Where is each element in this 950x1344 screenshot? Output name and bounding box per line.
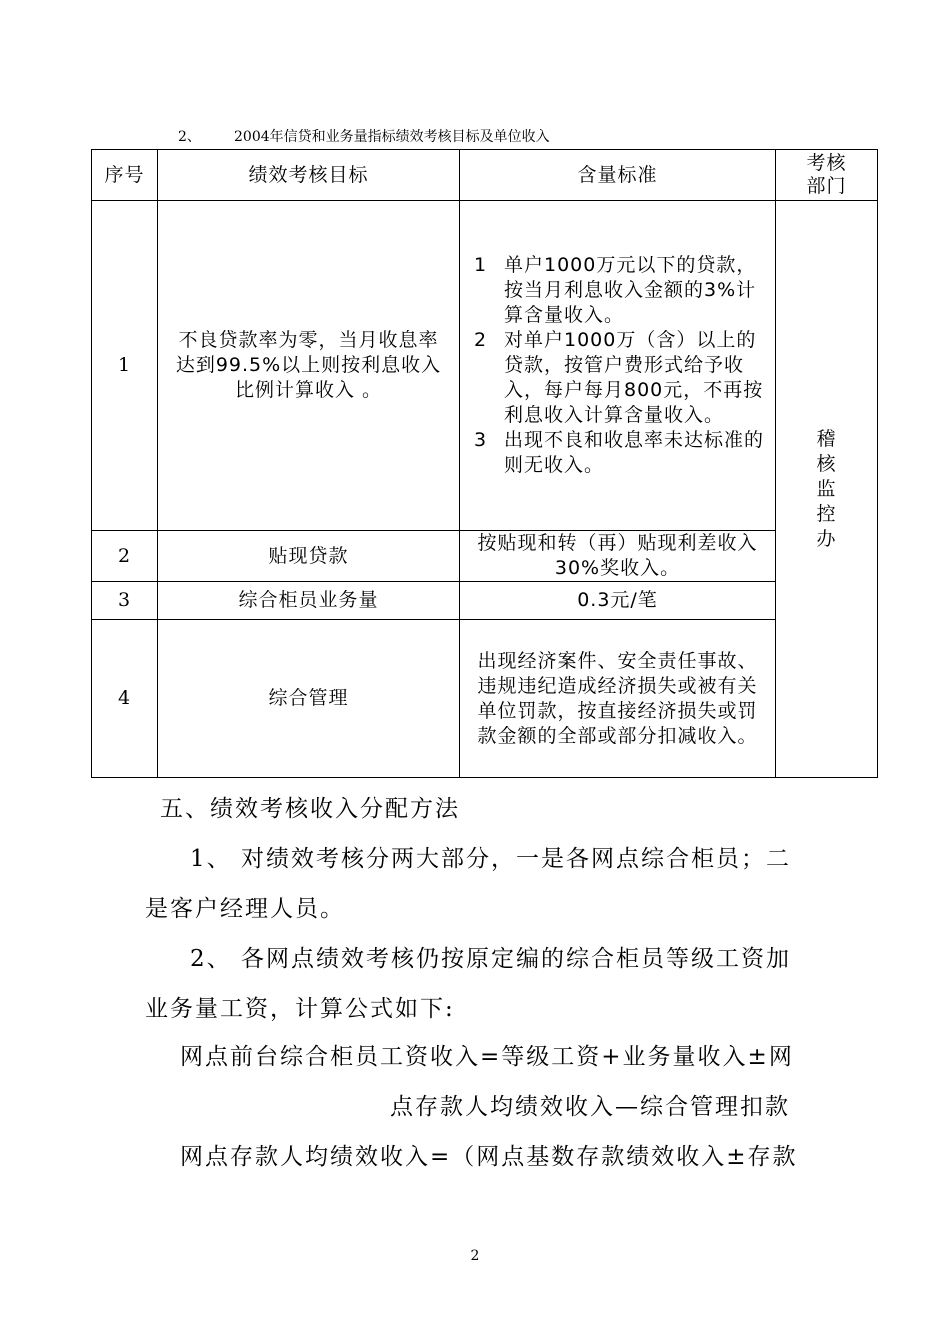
row-seq: 2 [92, 531, 158, 582]
table-row [92, 201, 878, 531]
header-dept-line2: 部门 [806, 175, 847, 197]
formula-1-line-2: 点存款人均绩效收入—综合管理扣款 [390, 1094, 790, 1120]
row-seq: 3 [92, 582, 158, 620]
dept-char: 稽 [816, 427, 837, 450]
dept-vertical-text [782, 427, 871, 552]
header-seq: 序号 [92, 150, 158, 201]
dept-char: 监 [816, 477, 837, 500]
row-standard [460, 201, 776, 531]
standard-item [470, 253, 765, 328]
dept-cell [776, 201, 878, 778]
row-standard: 出现经济案件、安全责任事故、违规违纪造成经济损失或被有关单位罚款，按直接经济损失或罚款金额的全部或部分扣减收入。 [460, 620, 776, 778]
standard-item-number: 1 [474, 254, 488, 276]
table-row [92, 620, 878, 778]
standard-item-text: 出现不良和收息率未达标准的则无收入。 [504, 429, 765, 476]
paragraph-2-line-2: 业务量工资，计算公式如下: [145, 996, 455, 1022]
row-seq: 4 [92, 620, 158, 778]
row-goal [158, 201, 460, 531]
paragraph-2-line-1: 2、 各网点绩效考核仍按原定编的综合柜员等级工资加 [190, 946, 791, 972]
dept-char: 控 [816, 502, 837, 525]
caption-text: 2004年信贷和业务量指标绩效考核目标及单位收入 [234, 129, 550, 145]
table-row [92, 582, 878, 620]
paragraph-1-line-2: 是客户经理人员。 [145, 896, 345, 922]
row-standard: 0.3元/笔 [460, 582, 776, 620]
dept-char: 核 [816, 452, 837, 475]
paragraph-1-line-1: 1、 对绩效考核分两大部分，一是各网点综合柜员；二 [190, 846, 791, 872]
header-goal: 绩效考核目标 [158, 150, 460, 201]
page-number: 2 [470, 1248, 480, 1264]
standard-item-number: 3 [474, 429, 488, 451]
table-row [92, 531, 878, 582]
row-goal-text: 不良贷款率为零，当月收息率达到99.5%以上则按利息收入比例计算收入 。 [175, 329, 442, 401]
row-goal: 综合柜员业务量 [158, 582, 460, 620]
row-standard: 按贴现和转（再）贴现利差收入30%奖收入。 [460, 531, 776, 582]
standard-item [470, 428, 765, 478]
header-dept-line1: 考核 [806, 152, 847, 174]
header-standard: 含量标准 [460, 150, 776, 201]
dept-char: 办 [816, 527, 837, 550]
standard-item-text: 对单户1000万（含）以上的贷款，按管户费形式给予收入，每户每月800元，不再按利息收入计算含量收入。 [504, 329, 764, 426]
table-caption [178, 126, 550, 146]
standard-item-number: 2 [474, 329, 488, 351]
formula-2-line-1: 网点存款人均绩效收入=（网点基数存款绩效收入±存款 [180, 1144, 798, 1170]
row-seq: 1 [92, 201, 158, 531]
table-header-row [92, 150, 878, 201]
section-title: 五、绩效考核收入分配方法 [160, 796, 460, 822]
standard-item-text: 单户1000万元以下的贷款，按当月利息收入金额的3%计算含量收入。 [504, 254, 757, 326]
row-goal: 综合管理 [158, 620, 460, 778]
standard-list [470, 253, 765, 478]
caption-number: 2、 [178, 129, 201, 145]
standard-item [470, 328, 765, 428]
formula-1-line-1: 网点前台综合柜员工资收入=等级工资+业务量收入±网 [180, 1044, 794, 1070]
row-goal: 贴现贷款 [158, 531, 460, 582]
header-dept [776, 150, 878, 201]
performance-table [91, 149, 878, 778]
